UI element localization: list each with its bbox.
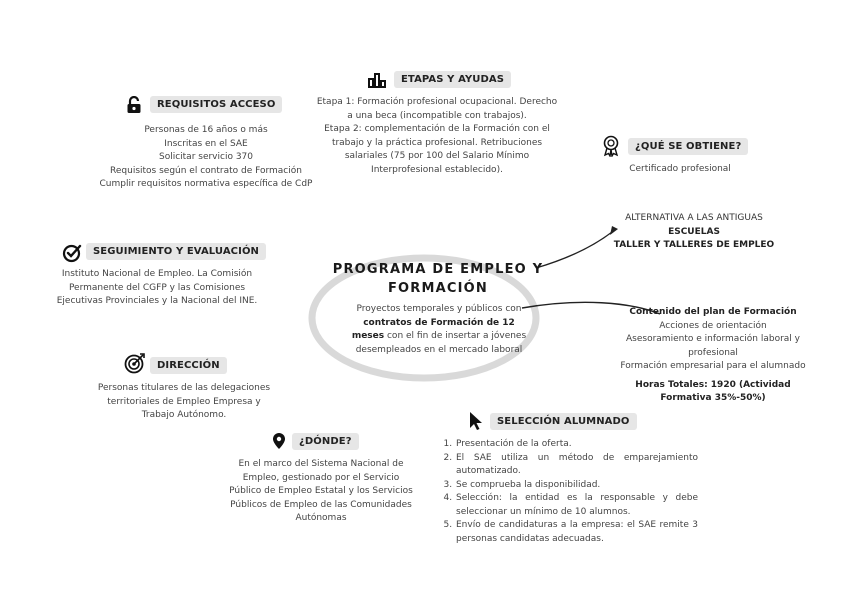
contenido-item: Formación empresarial para el alumnado	[620, 361, 806, 371]
target-icon	[124, 352, 146, 374]
seguimiento-text: Instituto Nacional de Empleo. La Comisión Permanente del CGFP y las Comisiones Ejecutivas Provinciales y la Nacional del INE.	[56, 269, 258, 306]
contenido-item: Asesoramiento e información laboral y profesional	[626, 334, 800, 358]
direccion-label: DIRECCIÓN	[150, 357, 227, 374]
alternativa-text	[606, 212, 782, 253]
donde-text: En el marco del Sistema Nacional de Empleo, gestionado por el Servicio Público de Empleo Estatal y los Servicios Públicos de Empleo de las Comunidades Autónomas	[229, 459, 413, 523]
etapas-label: ETAPAS Y AYUDAS	[394, 71, 511, 88]
requisitos-list	[96, 124, 316, 192]
center-desc-pre: Proyectos temporales y públicos con	[356, 304, 522, 314]
bar-chart-icon	[368, 72, 386, 88]
center-desc-bold: contratos de Formación de 12 meses	[351, 317, 515, 341]
requisitos-label: REQUISITOS ACCESO	[150, 96, 282, 113]
alternativa-bold2: TALLER Y TALLERES DE EMPLEO	[613, 240, 775, 250]
seleccion-item: 1. Presentación de la oferta.	[455, 438, 698, 452]
connector-alternativa	[536, 232, 612, 268]
center-title-line2: FORMACIÓN	[387, 281, 489, 296]
requisitos-item: Requisitos según el contrato de Formación	[110, 165, 302, 176]
location-pin-icon	[272, 432, 286, 450]
requisitos-item: Solicitar servicio 370	[158, 152, 254, 162]
etapas-line2: Etapa 2: complementación de la Formación con el trabajo y la práctica profesional. Retribuciones salariales (75 por 100 del Salario Mínimo Interprofesional establecido).	[324, 124, 550, 175]
seleccion-label: SELECCIÓN ALUMNADO	[490, 413, 637, 430]
etapas-line1: Etapa 1: Formación profesional ocupacional. Derecho a una beca (incompatible con trabajos).	[316, 97, 558, 121]
check-circle-icon	[62, 243, 82, 263]
seguimiento-label: SEGUIMIENTO Y EVALUACIÓN	[86, 243, 266, 260]
seleccion-item: 2. El SAE utiliza un método de emparejamiento automatizado.	[455, 452, 698, 479]
center-desc-post: con el fin de insertar a jóvenes desempleados en el mercado laboral	[355, 331, 527, 355]
contenido-item: Acciones de orientación	[659, 320, 767, 331]
seleccion-item: 4. Selección: la entidad es la responsable y debe seleccionar un mínimo de 10 alumnos.	[455, 492, 698, 519]
contenido-title: Contenido del plan de Formación	[629, 307, 797, 317]
contenido-block	[606, 306, 820, 406]
center-title	[330, 260, 546, 298]
cursor-icon	[468, 411, 484, 431]
center-title-line1: PROGRAMA DE EMPLEO Y	[332, 262, 544, 277]
etapas-text	[314, 96, 560, 177]
requisitos-item: Cumplir requisitos normativa específica de CdP	[99, 179, 313, 189]
direccion-text: Personas titulares de las delegaciones territoriales de Empleo Empresa y Trabajo Autónomo.	[97, 383, 271, 420]
seleccion-item: 3. Se comprueba la disponibilidad.	[455, 479, 698, 493]
obtiene-label: ¿QUÉ SE OBTIENE?	[628, 138, 748, 155]
award-icon	[602, 135, 620, 157]
donde-label: ¿DÓNDE?	[292, 433, 359, 450]
seleccion-item: 5. Envío de candidaturas a la empresa: el SAE remite 3 personas candidatas adecuadas.	[455, 519, 698, 546]
seleccion-list	[444, 438, 698, 546]
alternativa-bold1: ESCUELAS	[668, 226, 720, 237]
requisitos-item: Personas de 16 años o más	[144, 125, 268, 135]
alternativa-pre: ALTERNATIVA A LAS ANTIGUAS	[625, 213, 763, 223]
obtiene-text: Certificado profesional	[629, 164, 731, 174]
requisitos-item: Inscritas en el SAE	[164, 138, 248, 149]
lock-icon	[126, 96, 142, 114]
contenido-horas: Horas Totales: 1920 (Actividad Formativa 35%-50%)	[635, 379, 791, 403]
center-description	[346, 303, 532, 357]
